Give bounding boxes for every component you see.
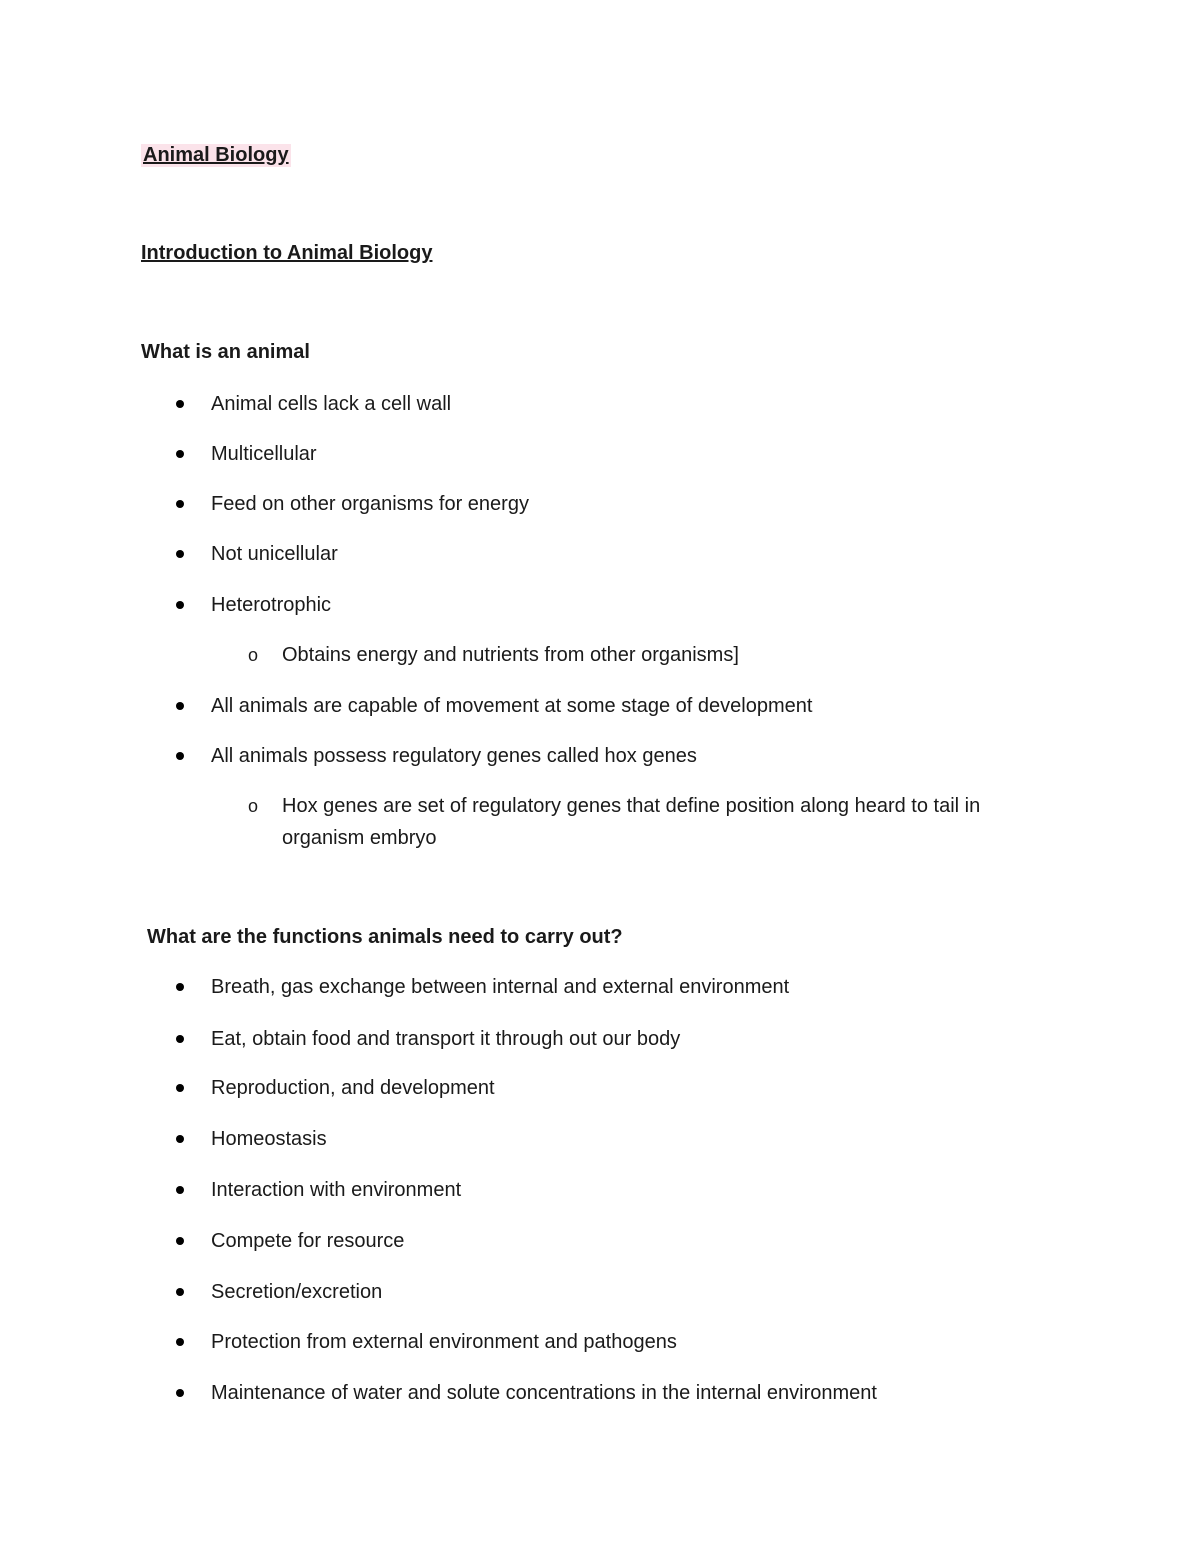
bullet-icon	[176, 1035, 184, 1043]
list-item-text: Feed on other organisms for energy	[211, 493, 529, 515]
list-item	[176, 1377, 877, 1409]
bullet-icon	[176, 1135, 184, 1143]
list-item-text: Compete for resource	[211, 1230, 405, 1252]
list-item	[176, 538, 338, 570]
list-item	[176, 488, 529, 520]
list-item-text: Multicellular	[211, 443, 317, 465]
sub-bullet-icon: o	[248, 796, 259, 816]
bullet-icon	[176, 1338, 184, 1346]
list-item	[176, 690, 812, 722]
bullet-icon	[176, 450, 184, 458]
bullet-icon	[176, 601, 184, 609]
list-item-text: Secretion/excretion	[211, 1281, 383, 1303]
list-item-text: Homeostasis	[211, 1128, 327, 1150]
bullet-icon	[176, 752, 184, 760]
heading-functions: What are the functions animals need to carry out?	[147, 926, 623, 948]
bullet-icon	[176, 1237, 184, 1245]
list-item-text: All animals are capable of movement at some stage of development	[211, 695, 813, 717]
list-item-text: Breath, gas exchange between internal and external environment	[211, 976, 790, 998]
list-item	[176, 589, 331, 621]
document-title: Animal Biology	[143, 144, 289, 166]
bullet-icon	[176, 983, 184, 991]
list-item-text: Not unicellular	[211, 543, 338, 565]
bullet-icon	[176, 1389, 184, 1397]
list-item	[176, 1326, 677, 1358]
list-item-text: Eat, obtain food and transport it through out our body	[211, 1028, 681, 1050]
section-title: Introduction to Animal Biology	[141, 242, 433, 264]
list-item-text: Interaction with environment	[211, 1179, 462, 1201]
bullet-icon	[176, 1084, 184, 1092]
list-item-text: All animals possess regulatory genes called hox genes	[211, 745, 697, 767]
bullet-icon	[176, 702, 184, 710]
list-item-text: Protection from external environment and pathogens	[211, 1331, 677, 1353]
list-item-text: Animal cells lack a cell wall	[211, 393, 452, 415]
list-item	[176, 1072, 495, 1104]
bullet-icon	[176, 550, 184, 558]
list-item	[176, 1174, 461, 1206]
sub-list-item	[248, 790, 1062, 854]
list-item	[176, 740, 697, 772]
bullet-icon	[176, 1186, 184, 1194]
list-item	[176, 971, 789, 1003]
list-item	[176, 438, 317, 470]
list-item-text: Heterotrophic	[211, 594, 332, 616]
list-item	[176, 1225, 404, 1257]
list-item	[176, 1023, 680, 1055]
list-item	[176, 1276, 382, 1308]
bullet-icon	[176, 400, 184, 408]
list-item-text: Reproduction, and development	[211, 1077, 495, 1099]
sub-list-item-text: Hox genes are set of regulatory genes that define position along heard to tail in organism embryo	[282, 795, 981, 849]
sub-bullet-icon: o	[248, 645, 259, 665]
heading-what-is-an-animal: What is an animal	[141, 341, 310, 363]
list-item	[176, 388, 451, 420]
list-item	[176, 1123, 327, 1155]
sub-list-item	[248, 639, 1062, 671]
list-item-text: Maintenance of water and solute concentrations in the internal environment	[211, 1382, 877, 1404]
bullet-icon	[176, 500, 184, 508]
sub-list-item-text: Obtains energy and nutrients from other organisms]	[282, 644, 739, 666]
bullet-icon	[176, 1288, 184, 1296]
